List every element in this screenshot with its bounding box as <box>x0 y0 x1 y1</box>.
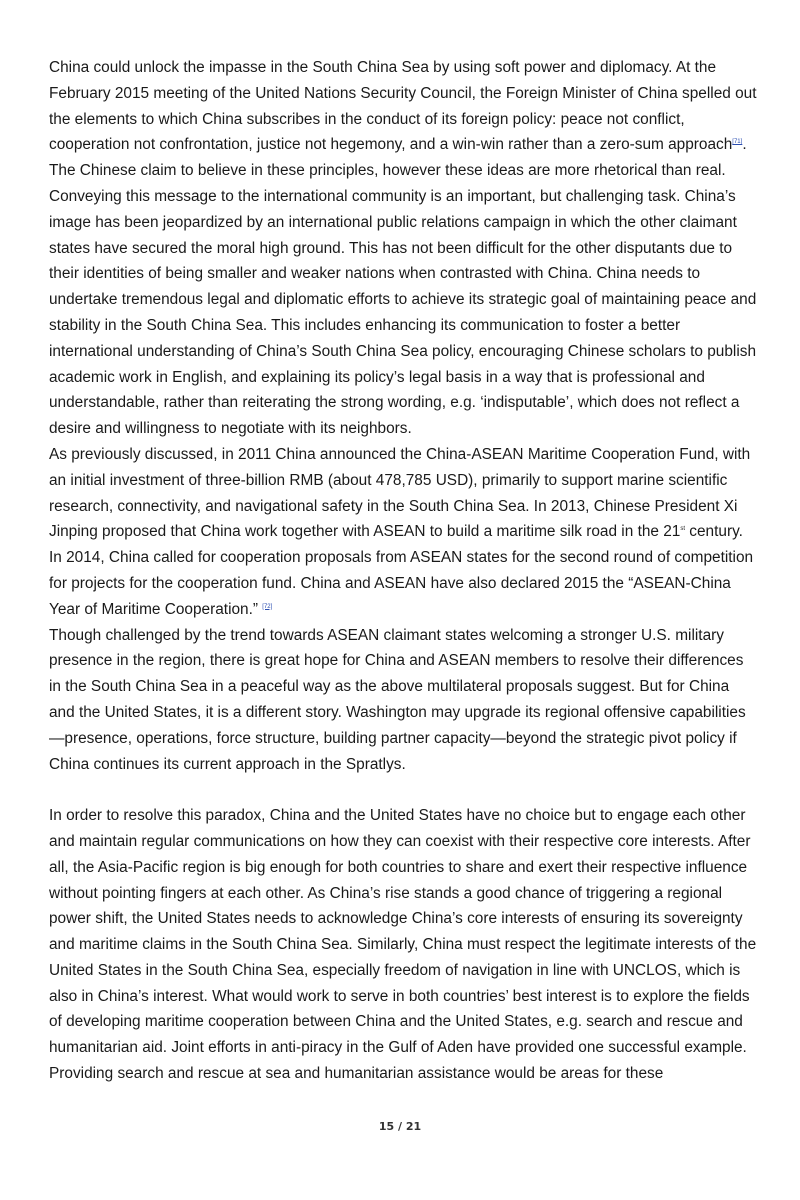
ordinal-superscript: st <box>680 526 686 533</box>
page-number: 15 / 21 <box>378 1120 422 1133</box>
paragraph-soft-power <box>49 55 757 442</box>
paragraph-text: century. In 2014, China called for cooperation proposals from ASEAN states for the second round of competition for projects for the cooperation fund. China and ASEAN have also declared 2015 the “ASEAN-China Year of Maritime Cooperation.” <box>49 523 754 618</box>
paragraph-resolve-paradox: In order to resolve this paradox, China and the United States have no choice but to engage each other and maintain regular communications on how they can coexist with their respective core interests. After all, the Asia-Pacific region is big enough for both countries to share and exert their respective influence without pointing fingers at each other. As China’s rise stands a good chance of triggering a regional power shift, the United States needs to acknowledge China’s core interests of ensuring its sovereignty and maritime claims in the South China Sea. Similarly, China must respect the legitimate interests of the United States in the South China Sea, especially freedom of navigation in line with UNCLOS, which is also in China’s interest. What would work to serve in both countries’ best interest is to explore the fields of developing maritime cooperation between China and the United States, e.g. search and rescue and humanitarian aid. Joint efforts in anti-piracy in the Gulf of Aden have provided one successful example. Providing search and rescue at sea and humanitarian assistance would be areas for these <box>49 807 757 1083</box>
paragraph-us-presence: Though challenged by the trend towards ASEAN claimant states welcoming a stronger U.S. military presence in the region, there is great hope for China and ASEAN members to resolve their differences in the South China Sea in a peaceful way as the above multilateral proposals suggest. But for China and the United States, it is a different story. Washington may upgrade its regional offensive capabilities—presence, operations, force structure, building partner capacity—beyond the strategic pivot policy if China continues its current approach in the Spratlys. <box>49 626 746 773</box>
paragraph-maritime-fund <box>49 442 757 623</box>
footnote-reference[interactable]: [72] <box>262 603 273 610</box>
document-body <box>49 55 757 1087</box>
footnote-reference[interactable]: [71] <box>732 139 743 146</box>
paragraph-text: . The Chinese claim to believe in these principles, however these ideas are more rhetorical than real. Conveying this message to the international community is an important, but challenging task. China’s image has been jeopardized by an international public relations campaign in which the other claimant states have secured the moral high ground. This has not been difficult for the other disputants due to their identities of being smaller and weaker nations when contrasted with China. China needs to undertake tremendous legal and diplomatic efforts to achieve its strategic goal of maintaining peace and stability in the South China Sea. This includes enhancing its communication to foster a better international understanding of China’s South China Sea policy, encouraging Chinese scholars to publish academic work in English, and explaining its policy’s legal basis in a way that is professional and understandable, rather than reiterating the strong wording, e.g. ‘indisputable’, which does not reflect a desire and willingness to negotiate with its neighbors. <box>49 136 757 438</box>
paragraph-text: As previously discussed, in 2011 China announced the China-ASEAN Maritime Cooperation Fund, with an initial investment of three-billion RMB (about 478,785 USD), primarily to support marine scientific research, connectivity, and navigational safety in the South China Sea. In 2013, Chinese President Xi Jinping proposed that China work together with ASEAN to build a maritime silk road in the 21 <box>49 445 751 541</box>
paragraph-text: China could unlock the impasse in the South China Sea by using soft power and diplomacy. At the February 2015 meeting of the United Nations Security Council, the Foreign Minister of China spelled out the elements to which China subscribes in the conduct of its foreign policy: peace not conflict, cooperation not confrontation, justice not hegemony, and a win-win rather than a zero-sum approach <box>49 59 757 154</box>
